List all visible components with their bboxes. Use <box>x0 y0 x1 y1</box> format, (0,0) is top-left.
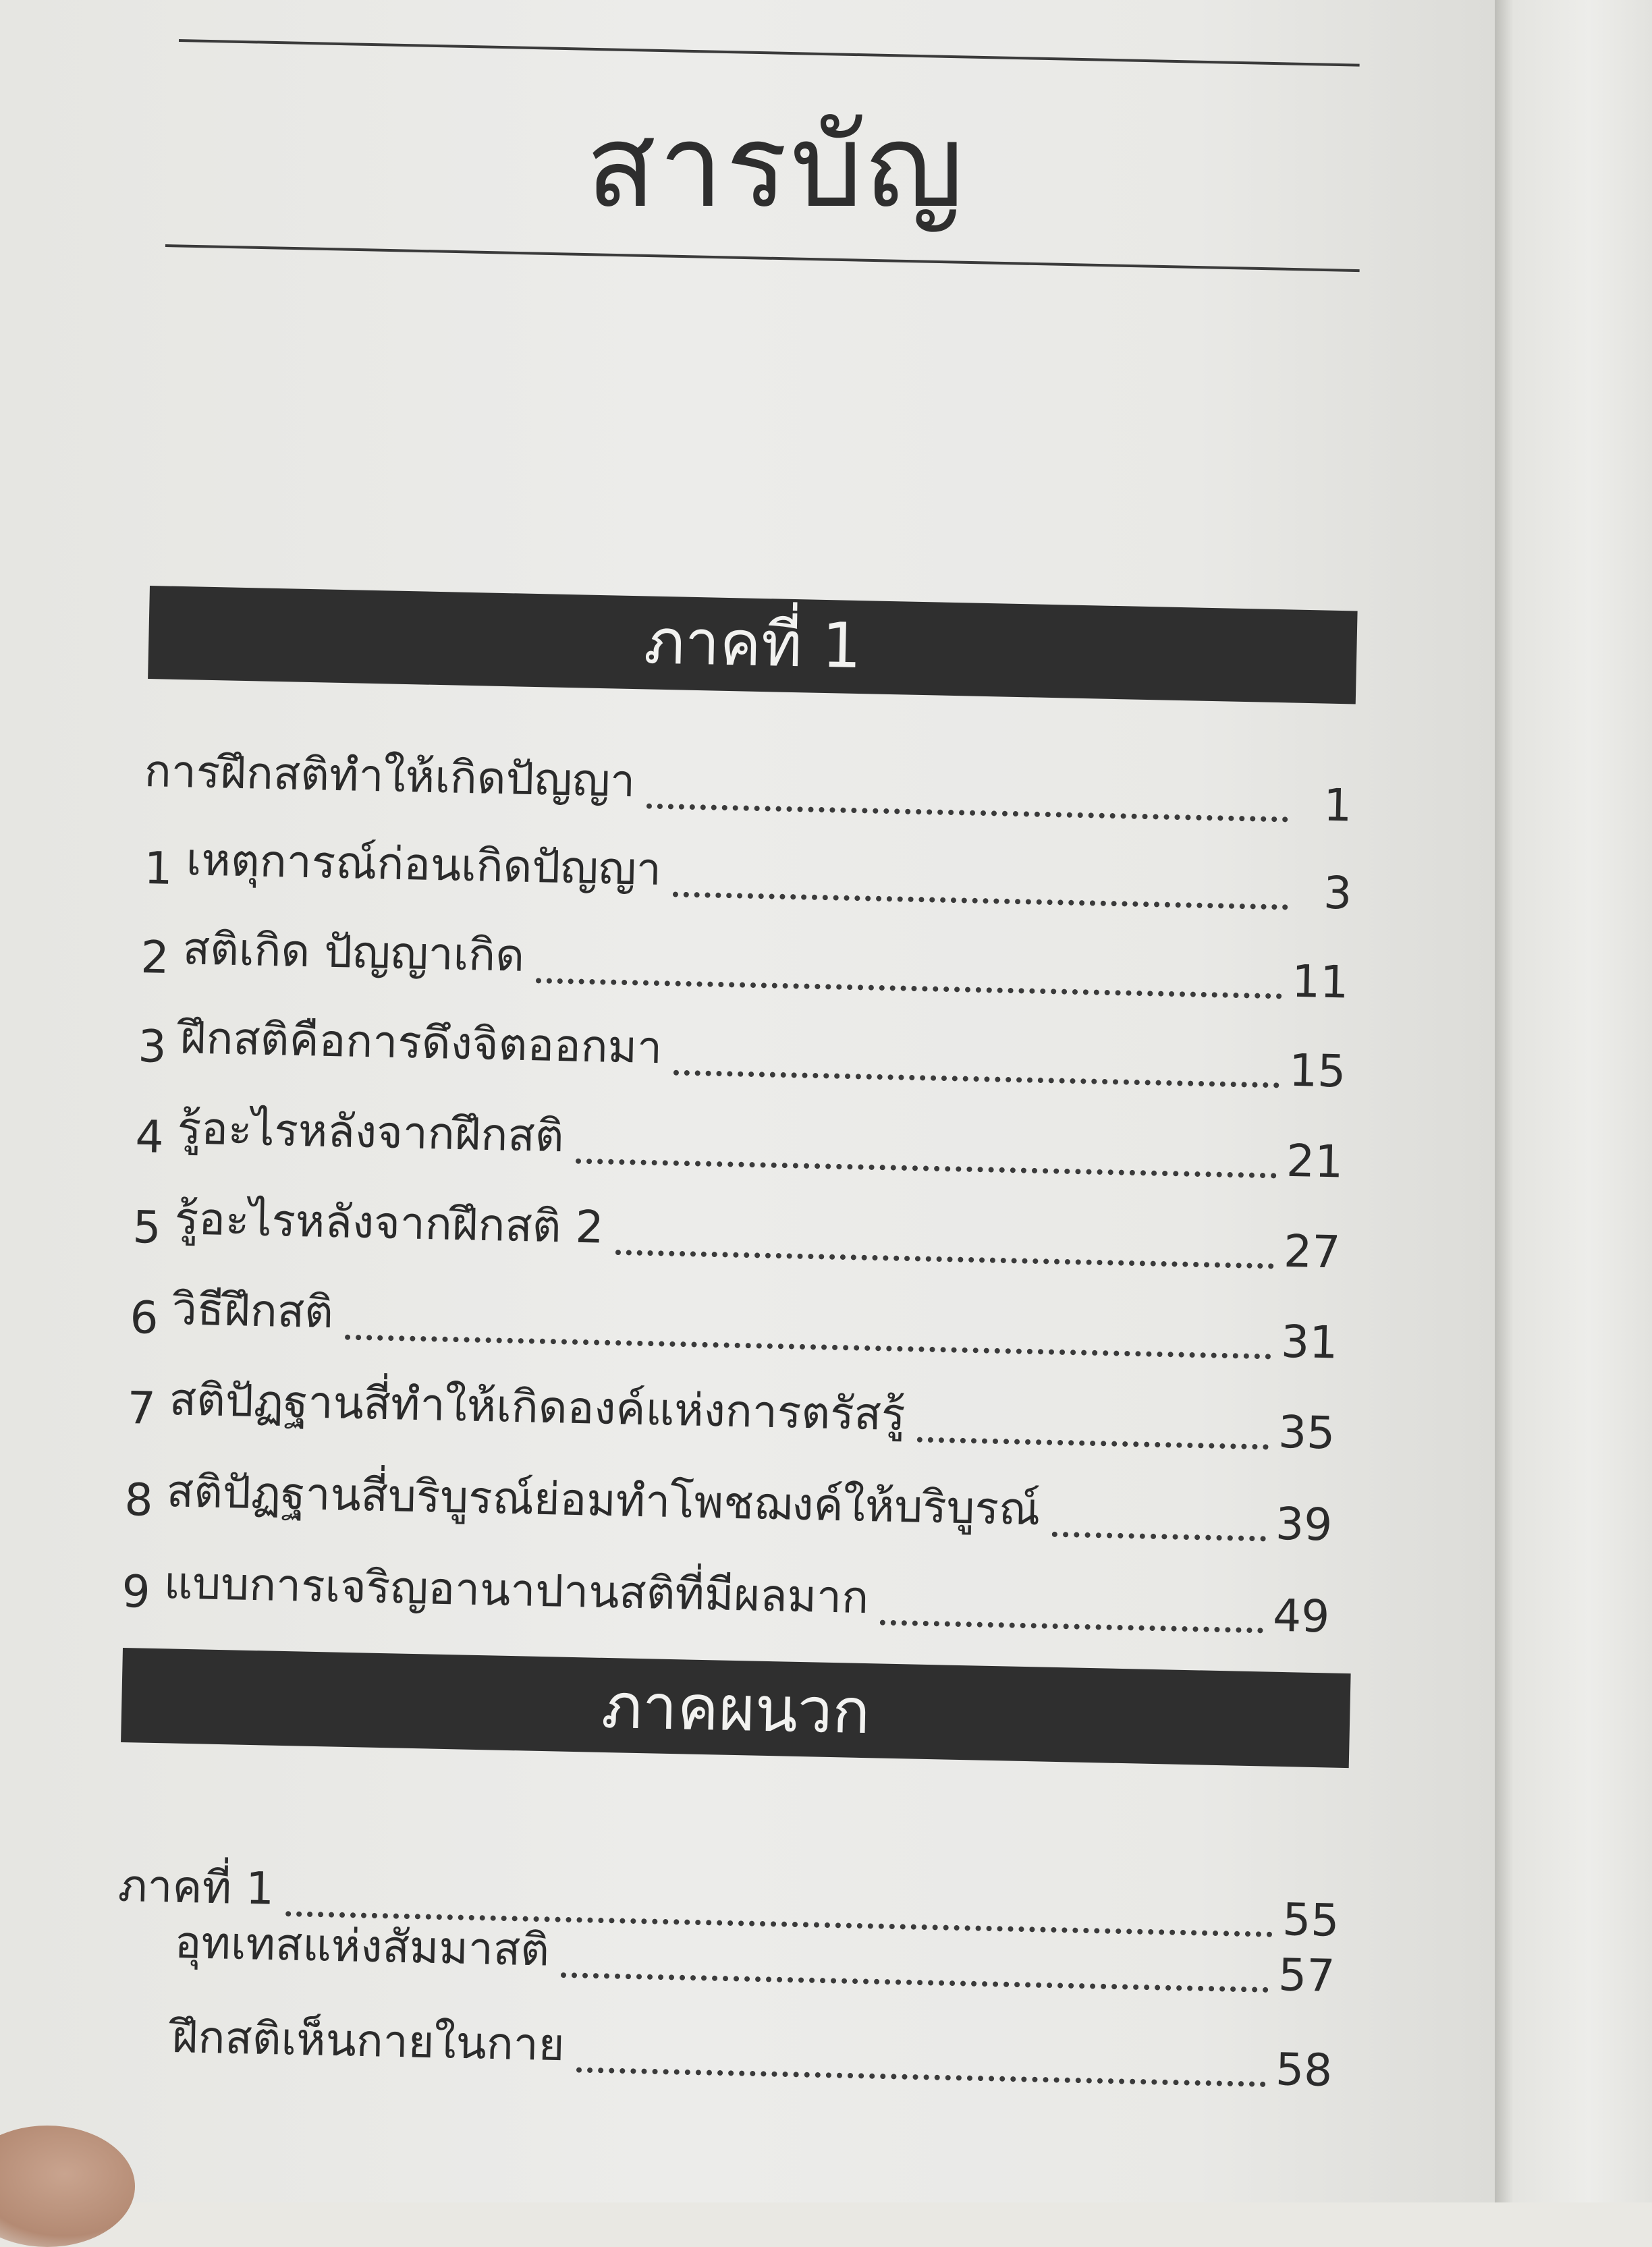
toc-entry-page: 3 <box>1323 866 1353 920</box>
toc-entry-page: 11 <box>1291 955 1350 1009</box>
toc-entry-label: สติปัฏฐานสี่ทำให้เกิดองค์แห่งการตรัสรู้ <box>169 1373 906 1441</box>
dot-leader <box>673 1070 1279 1088</box>
toc-entry-label: แบบการเจริญอานาปานสติที่มีผลมาก <box>163 1557 869 1624</box>
toc-entry-label: การฝึกสติทำให้เกิดปัญญา <box>144 744 636 808</box>
toc-entry-page: 31 <box>1280 1315 1339 1369</box>
toc-entry-page: 15 <box>1288 1044 1347 1098</box>
toc-entry-page: 57 <box>1277 1949 1336 2002</box>
toc-entry-number: 4 <box>134 1110 165 1163</box>
toc-entry-label: รู้อะไรหลังจากฝึกสติ <box>177 1102 565 1163</box>
toc-entry-page: 55 <box>1282 1893 1340 1947</box>
dot-leader <box>917 1437 1269 1449</box>
section-heading-appendix: ภาคผนวก <box>601 1669 871 1748</box>
toc-entry-number: 1 <box>143 841 173 895</box>
toc-entry-number: 8 <box>123 1473 154 1526</box>
toc-entry-page: 39 <box>1275 1497 1333 1551</box>
toc-entry-number: 2 <box>140 931 170 984</box>
toc-entry-label: ภาคที่ 1 <box>117 1859 275 1915</box>
page-title: สารบัญ <box>586 100 966 233</box>
toc-entry-page: 21 <box>1286 1134 1344 1188</box>
toc-entry-page: 1 <box>1323 779 1353 832</box>
toc-entry-label: สติเกิด ปัญญาเกิด <box>182 922 525 982</box>
toc-entry-label: สติปัฏฐานสี่บริบูรณ์ย่อมทำโพชฌงค์ให้บริบูรณ์ <box>166 1465 1041 1536</box>
next-page-edge <box>1495 0 1652 2202</box>
toc-entry-label: ฝึกสติเห็นกายในกาย <box>171 2010 566 2072</box>
toc-entry-label: ฝึกสติคือการดึงจิตออกมา <box>180 1011 663 1074</box>
dot-leader <box>880 1620 1263 1634</box>
dot-leader <box>1051 1532 1265 1542</box>
toc-entry-page: 49 <box>1272 1589 1331 1643</box>
toc-entry-number: 9 <box>121 1565 151 1618</box>
toc-entry-page: 35 <box>1277 1406 1336 1460</box>
toc-entry-label: วิธีฝึกสติ <box>171 1283 334 1339</box>
toc-entry-number: 7 <box>126 1381 157 1435</box>
toc-entry-page: 58 <box>1275 2043 1333 2097</box>
toc-entry-number: 5 <box>132 1200 162 1254</box>
toc-entry-number: 6 <box>129 1291 159 1344</box>
toc-entry-label: เหตุการณ์ก่อนเกิดปัญญา <box>186 833 662 896</box>
toc-entry-page: 27 <box>1283 1225 1342 1279</box>
toc-entry-label: อุทเทสแห่งสัมมาสติ <box>174 1916 550 1976</box>
toc-entry-label: รู้อะไรหลังจากฝึกสติ 2 <box>174 1192 605 1254</box>
toc-entry-number: 3 <box>137 1020 167 1073</box>
section-heading-part1: ภาคที่ 1 <box>643 605 862 683</box>
